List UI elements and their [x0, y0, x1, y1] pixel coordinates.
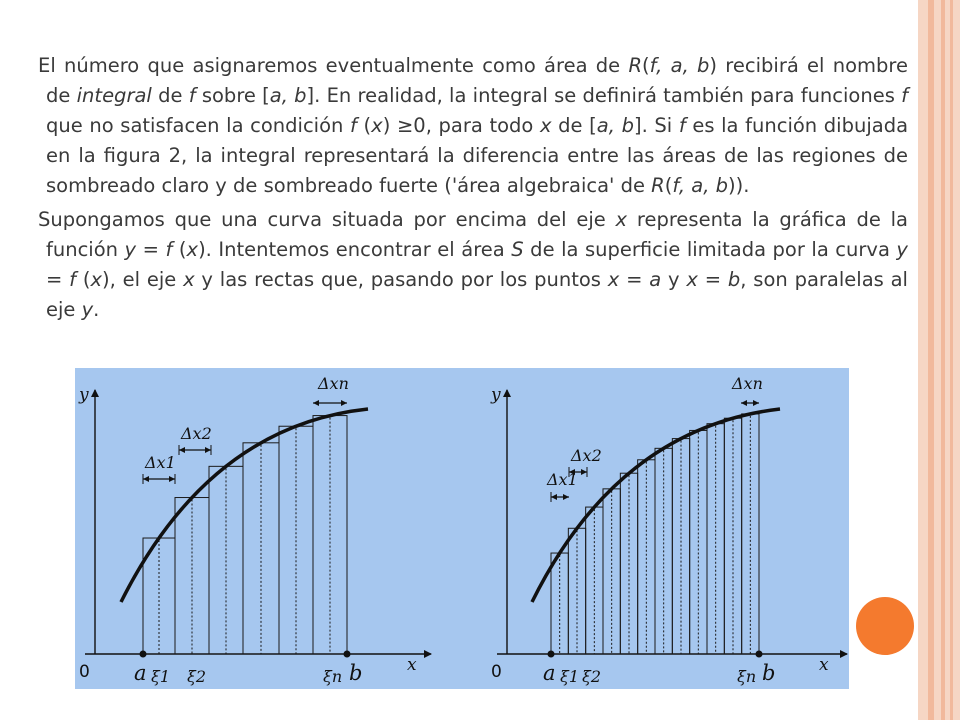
decorative-stripe [941, 0, 945, 720]
decorative-side-bar [918, 0, 960, 720]
point-a [140, 651, 147, 658]
xi1-label: ξ1 [560, 667, 579, 686]
y-axis-label: y [79, 385, 89, 405]
decorative-accent-circle [856, 597, 914, 655]
dx2-label: Δx2 [571, 446, 602, 465]
partition-rect [638, 460, 655, 654]
point-a [548, 651, 555, 658]
xin-label: ξn [323, 667, 343, 686]
xi2-label: ξ2 [187, 667, 206, 686]
y-axis-label: y [491, 385, 501, 405]
paragraph-integral-definition: El número que asignaremos eventualmente como área de R(f, a, b) recibirá el nombre de integral de f sobre [a, b]. En realidad, la integral se definirá también para funciones f que no satisfacen la condición f (x) ≥0, para todo x de [a, b]. Si f es la función dibujada en la figura 2, la integral representará la diferencia entre las áreas de las regiones de sombreado claro y de sombreado fuerte ('área algebraica' de R(f, a, b)). [38, 53, 909, 197]
function-curve [121, 409, 368, 602]
a-label: a [134, 661, 147, 685]
xin-label: ξn [737, 667, 757, 686]
x-axis-label: x [407, 655, 417, 675]
point-b [344, 651, 351, 658]
dxn-label: Δxn [732, 374, 763, 393]
riemann-sum-figure [75, 368, 849, 689]
b-label: b [349, 661, 363, 685]
dx1-label: Δx1 [145, 453, 176, 472]
b-label: b [762, 661, 776, 685]
decorative-stripe [950, 0, 953, 720]
x-axis-label: x [819, 655, 829, 675]
point-b [756, 651, 763, 658]
dxn-label: Δxn [318, 374, 349, 393]
xi1-label: ξ1 [151, 667, 170, 686]
xi2-label: ξ2 [582, 667, 601, 686]
decorative-stripe [928, 0, 934, 720]
a-label: a [543, 661, 556, 685]
left-panel [78, 374, 431, 686]
riemann-sum-diagram [75, 368, 849, 689]
paragraph-area-problem: Supongamos que una curva situada por encima del eje x representa la gráfica de la función y = f (x). Intentemos encontrar el área S de la superficie limitada por la curva y = f (x), el eje x y las rectas que, pasando por los puntos x = a y x = b, son paralelas al eje y. [38, 207, 908, 321]
right-panel [490, 374, 847, 686]
origin-label: 0 [491, 662, 502, 682]
dx2-label: Δx2 [181, 424, 212, 443]
function-curve [532, 409, 780, 602]
origin-label: 0 [79, 662, 90, 682]
dx1-label: Δx1 [547, 470, 578, 489]
partition-rect [742, 414, 759, 654]
